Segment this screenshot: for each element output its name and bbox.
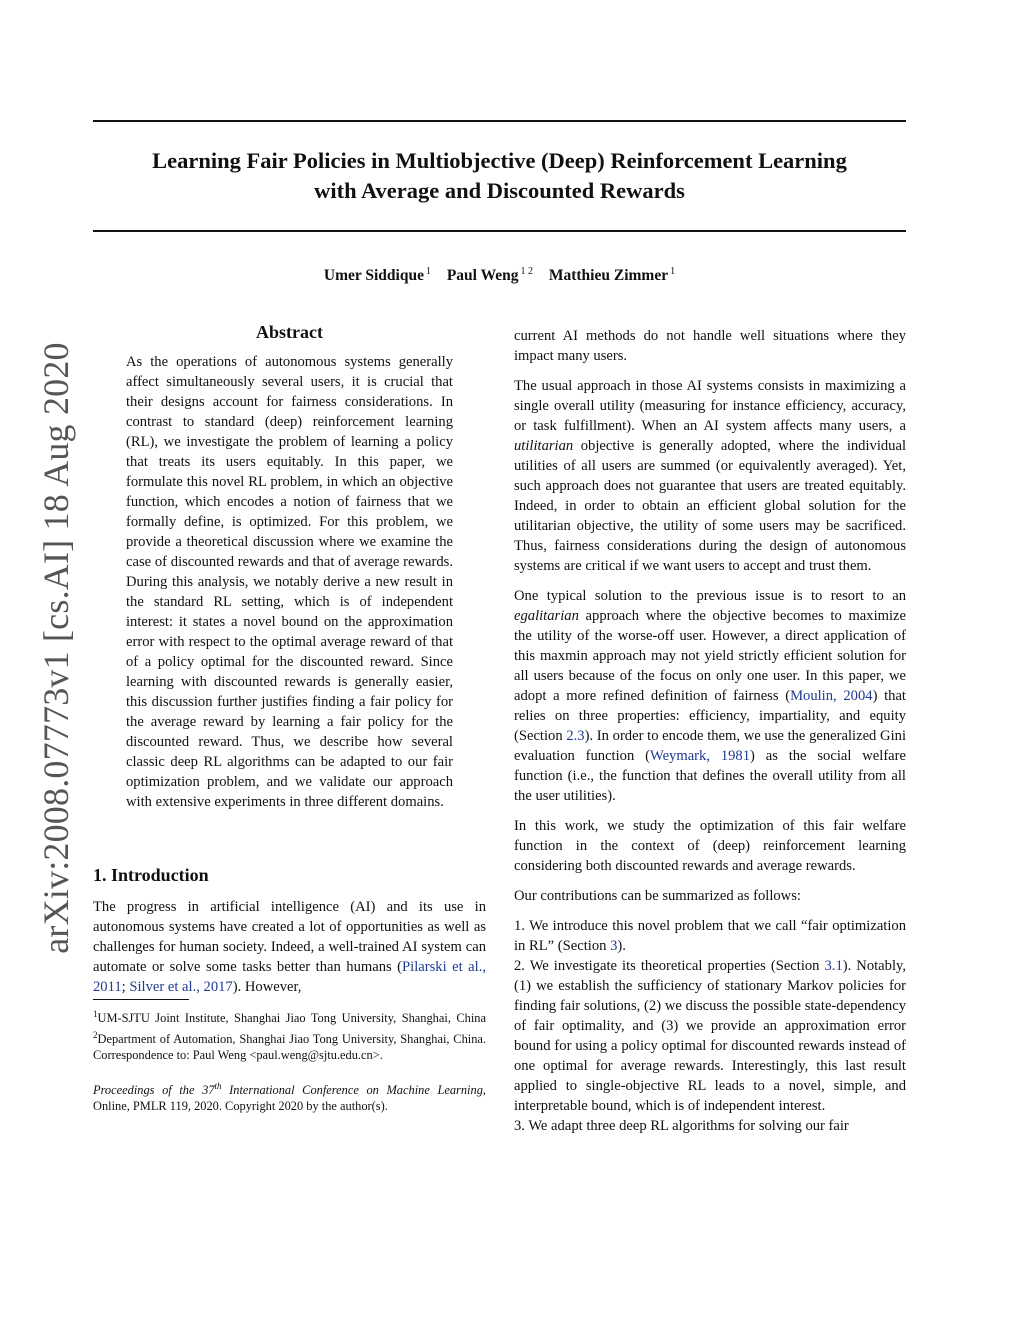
author-3: Matthieu Zimmer $^1$ (548, 266, 676, 285)
left-column (93, 322, 486, 1129)
section-ref-3-1[interactable]: 3.1 (824, 958, 843, 974)
intro-paragraph-4: In this work, we study the optimization of this fair welfare function in the context of (deep) reinforcement learning considering both discounted rewards and average rewards. (514, 818, 906, 874)
title-line-2: with Average and Discounted Rewards (314, 178, 685, 203)
citation-moulin[interactable]: Moulin, 2004 (790, 688, 873, 704)
intro-paragraph-5: Our contributions can be summarized as follows: (514, 888, 801, 904)
abstract-text: As the operations of autonomous systems generally affect simultaneously several users, it is crucial that their designs account for fairness considerations. In contrast to standard (deep) reinforcement learning (RL), we investigate the problem of learning a policy that treats its users equitably. In this paper, we formulate this novel RL problem, in which an objective function, which encodes a notion of fairness that we formally define, is optimized. For this problem, we provide a theoretical discussion where we examine the case of discounted rewards and that of average rewards. During this analysis, we notably derive a new result in the standard RL setting, which is of independent interest: it states a novel bound on the approximation error with respect to the optimal average reward of that of a policy optimal for the discounted reward. Since learning with discounted rewards is generally easier, this discussion further justifies finding a fair policy for the average reward by learning a fair policy for the discounted reward. Thus, we describe how several classic deep RL algorithms can be adapted to our fair optimization problem, and we validate our approach with extensive experiments in three different domains. (126, 354, 453, 810)
citation-silver[interactable]: Silver et al., 2017 (129, 979, 233, 995)
intro-paragraph-1-continued: current AI methods do not handle well situations where they impact many users. (514, 328, 906, 364)
intro-paragraph-2: The usual approach in those AI systems consists in maximizing a single overall utility (measuring for instance efficiency, accuracy, or task fulfillment). When an AI system affects many users, a utilitarian objective is generally adopted, where the individual utilities of all users are summed (or equivalently averaged). Yet, such approach does not guarantee that users are treated equitably. Indeed, in order to obtain an efficient global solution for the utilitarian objective, the utility of some users may be sacrificed. Thus, fairness considerations during the design of autonomous systems are critical if we want users to accept and trust them. (514, 378, 906, 574)
title-bottom-rule (93, 230, 906, 232)
affiliations-footnote: $^1$UM-SJTU Joint Institute, Shanghai Jiao Tong University, Shanghai, China $^2$Department of Automation, Shanghai Jiao Tong University, Shanghai, China. Correspondence to: Paul Weng <paul.weng@sjtu.edu.cn>. (93, 1009, 486, 1063)
section-ref-2-3[interactable]: 2.3 (566, 728, 585, 744)
intro-paragraph-3: One typical solution to the previous issue is to resort to an egalitarian approach where the objective becomes to maximize the utility of the worse-off user. However, a direct application of this maxmin approach may not yield strictly efficient solution for all users because of the focus on only one user. In this paper, we adopt a more refined definition of fairness (Moulin, 2004) that relies on three properties: efficiency, impartiality, and equity (Section 2.3). In order to encode them, we use the generalized Gini evaluation function (Weymark, 1981) as the social welfare function (i.e., the function that defines the overall utility from all the user utilities). (514, 588, 906, 804)
proceedings-footnote: Proceedings of the 37th International Conference on Machine Learning, Online, PMLR 119, 2020. Copyright 2020 by the author(s). (93, 1080, 486, 1114)
citation-pilarski[interactable]: Pilarski et al., 2011 (93, 959, 486, 995)
contribution-1: 1. We introduce this novel problem that we call “fair optimization in RL” (Section 3). (514, 918, 906, 954)
citation-weymark[interactable]: Weymark, 1981 (649, 748, 751, 764)
intro-paragraph-1: The progress in artificial intelligence (AI) and its use in autonomous systems have created a lot of opportunities as well as challenges for human society. Indeed, a well-trained AI system can automate or solve some tasks better than humans (Pilarski et al., 2011; Silver et al., 2017). However, (93, 899, 486, 995)
title-top-rule (93, 120, 906, 122)
section-ref-3[interactable]: 3 (610, 938, 618, 954)
author-list (93, 266, 906, 285)
author-1: Umer Siddique $^1$ (323, 266, 431, 285)
contribution-3: 3. We adapt three deep RL algorithms for solving our fair (514, 1118, 849, 1134)
abstract-heading: Abstract (256, 322, 323, 342)
contribution-2: 2. We investigate its theoretical properties (Section 3.1). Notably, (1) we establish the sufficiency of stationary Markov policies for finding fair solutions, (2) we discuss the possible state-dependency of fair optimality, and (3) we provide an approximation error bound for using a policy optimal for discounted rewards instead of one optimal for average rewards. Interestingly, this last result applied to single-objective RL leads to a novel, simple, and interpretable bound, which is of independent interest. (514, 958, 906, 1114)
title-line-1: Learning Fair Policies in Multiobjective (Deep) Reinforcement Learning (152, 148, 847, 173)
right-column (514, 326, 906, 1136)
arxiv-identifier[interactable]: arXiv:2008.07773v1 [cs.AI] 18 Aug 2020 (36, 342, 76, 954)
footnote-divider (93, 999, 189, 1000)
author-2: Paul Weng $^{1 2}$ (446, 266, 533, 285)
paper-title (93, 146, 906, 206)
introduction-heading: 1. Introduction (93, 865, 209, 885)
